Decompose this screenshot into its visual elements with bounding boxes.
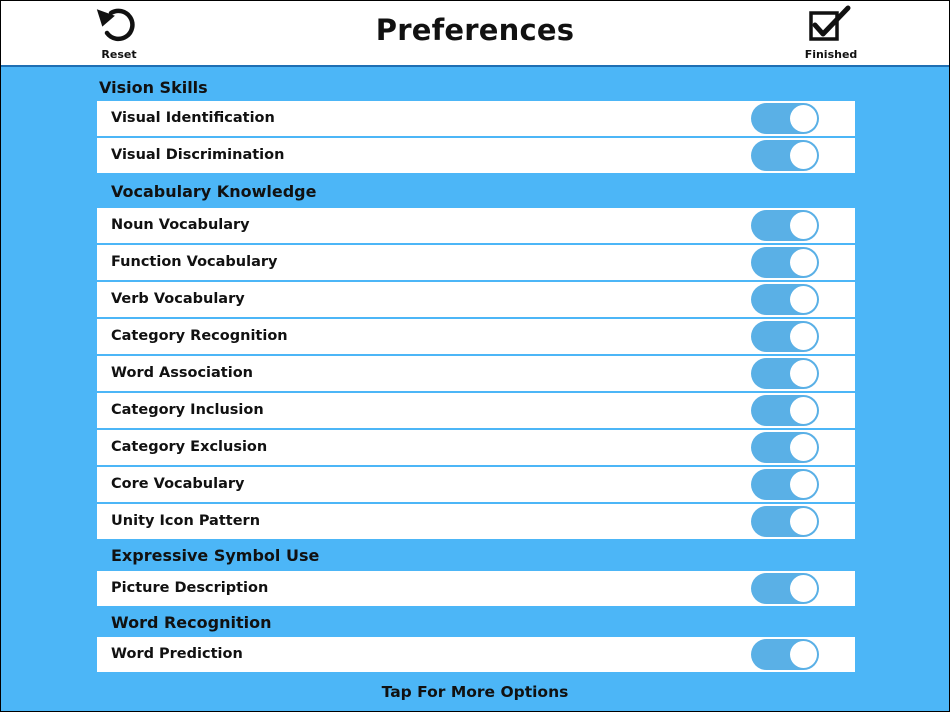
toggle-category-inclusion[interactable] <box>751 395 819 426</box>
section-header-vision-skills: Vision Skills <box>99 78 208 97</box>
toggle-noun-vocabulary[interactable] <box>751 210 819 241</box>
pref-row-function-vocabulary <box>97 245 855 280</box>
toggle-word-prediction[interactable] <box>751 639 819 670</box>
pref-row-category-inclusion <box>97 393 855 428</box>
toggle-knob <box>790 249 817 276</box>
pref-row-word-prediction <box>97 637 855 672</box>
toggle-knob <box>790 105 817 132</box>
pref-label: Noun Vocabulary <box>111 217 250 233</box>
pref-label: Visual Discrimination <box>111 147 285 163</box>
toggle-visual-discrimination[interactable] <box>751 140 819 171</box>
pref-label: Visual Identification <box>111 110 275 126</box>
finished-label: Finished <box>804 48 858 61</box>
section-header-word-recognition: Word Recognition <box>111 613 272 632</box>
pref-row-verb-vocabulary <box>97 282 855 317</box>
pref-label: Picture Description <box>111 580 269 596</box>
pref-row-core-vocabulary <box>97 467 855 502</box>
toggle-core-vocabulary[interactable] <box>751 469 819 500</box>
toggle-knob <box>790 471 817 498</box>
pref-row-noun-vocabulary <box>97 208 855 243</box>
pref-label: Unity Icon Pattern <box>111 513 261 529</box>
pref-row-word-association <box>97 356 855 391</box>
toggle-knob <box>790 641 817 668</box>
pref-label: Category Exclusion <box>111 439 268 455</box>
toggle-verb-vocabulary[interactable] <box>751 284 819 315</box>
toggle-knob <box>790 575 817 602</box>
section-header-vocabulary-knowledge: Vocabulary Knowledge <box>111 182 317 201</box>
toggle-knob <box>790 397 817 424</box>
toggle-picture-description[interactable] <box>751 573 819 604</box>
pref-label: Category Recognition <box>111 328 288 344</box>
pref-label: Category Inclusion <box>111 402 264 418</box>
pref-label: Word Association <box>111 365 253 381</box>
toggle-word-association[interactable] <box>751 358 819 389</box>
toggle-knob <box>790 360 817 387</box>
pref-label: Core Vocabulary <box>111 476 245 492</box>
toggle-category-recognition[interactable] <box>751 321 819 352</box>
page-title: Preferences <box>375 13 575 47</box>
pref-label: Verb Vocabulary <box>111 291 245 307</box>
section-header-expressive-symbol-use: Expressive Symbol Use <box>111 546 320 565</box>
more-options-button[interactable]: Tap For More Options <box>381 683 569 701</box>
pref-row-category-recognition <box>97 319 855 354</box>
toggle-knob <box>790 323 817 350</box>
header-bar <box>1 1 949 67</box>
toggle-function-vocabulary[interactable] <box>751 247 819 278</box>
toggle-visual-identification[interactable] <box>751 103 819 134</box>
toggle-knob <box>790 434 817 461</box>
pref-row-picture-description <box>97 571 855 606</box>
pref-label: Function Vocabulary <box>111 254 278 270</box>
toggle-knob <box>790 142 817 169</box>
pref-row-category-exclusion <box>97 430 855 465</box>
reset-label: Reset <box>101 48 137 61</box>
checkbox-checked-icon <box>801 5 861 45</box>
pref-row-visual-identification <box>97 101 855 136</box>
pref-label: Word Prediction <box>111 646 243 662</box>
pref-row-unity-icon-pattern <box>97 504 855 539</box>
toggle-knob <box>790 212 817 239</box>
finished-button[interactable] <box>801 5 861 61</box>
toggle-knob <box>790 286 817 313</box>
pref-row-visual-discrimination <box>97 138 855 173</box>
toggle-unity-icon-pattern[interactable] <box>751 506 819 537</box>
toggle-category-exclusion[interactable] <box>751 432 819 463</box>
toggle-knob <box>790 508 817 535</box>
preferences-list <box>97 69 855 674</box>
